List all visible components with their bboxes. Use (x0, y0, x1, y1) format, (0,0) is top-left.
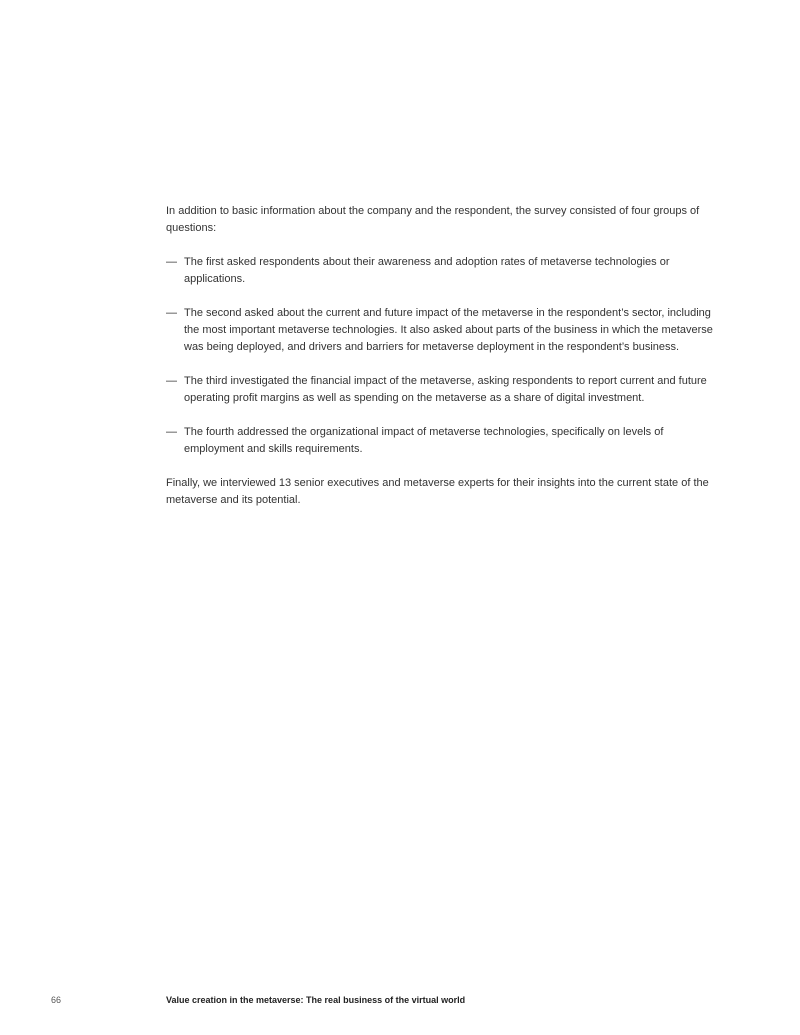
dash-marker: — (166, 307, 177, 319)
list-item-text: The first asked respondents about their awareness and adoption rates of metaverse technologies or applications. (184, 256, 670, 285)
list-item-text: The fourth addressed the organizational impact of metaverse technologies, specifically on levels of employment and skills requirements. (184, 426, 664, 455)
list-item (166, 373, 721, 407)
list-item (166, 305, 721, 356)
dash-marker: — (166, 375, 177, 387)
list-item (166, 254, 721, 288)
body-text (166, 203, 721, 526)
intro-paragraph: In addition to basic information about the company and the respondent, the survey consisted of four groups of questions: (166, 205, 700, 234)
list-item (166, 424, 721, 458)
page-number: 66 (51, 995, 62, 1005)
question-groups-list (166, 254, 721, 458)
closing-paragraph: Finally, we interviewed 13 senior executives and metaverse experts for their insights into the current state of the metaverse and its potential. (166, 477, 709, 506)
footer-report-title: Value creation in the metaverse: The real business of the virtual world (166, 995, 466, 1005)
dash-marker: — (166, 256, 177, 268)
list-item-text: The second asked about the current and future impact of the metaverse in the respondent’s sector, including the most important metaverse technologies. It also asked about parts of the business in which the metaverse was being deployed, and drivers and barriers for metaverse deployment in the respondent’s business. (184, 307, 713, 353)
dash-marker: — (166, 426, 177, 438)
list-item-text: The third investigated the financial impact of the metaverse, asking respondents to report current and future operating profit margins as well as spending on the metaverse as a share of digital investment. (184, 375, 707, 404)
